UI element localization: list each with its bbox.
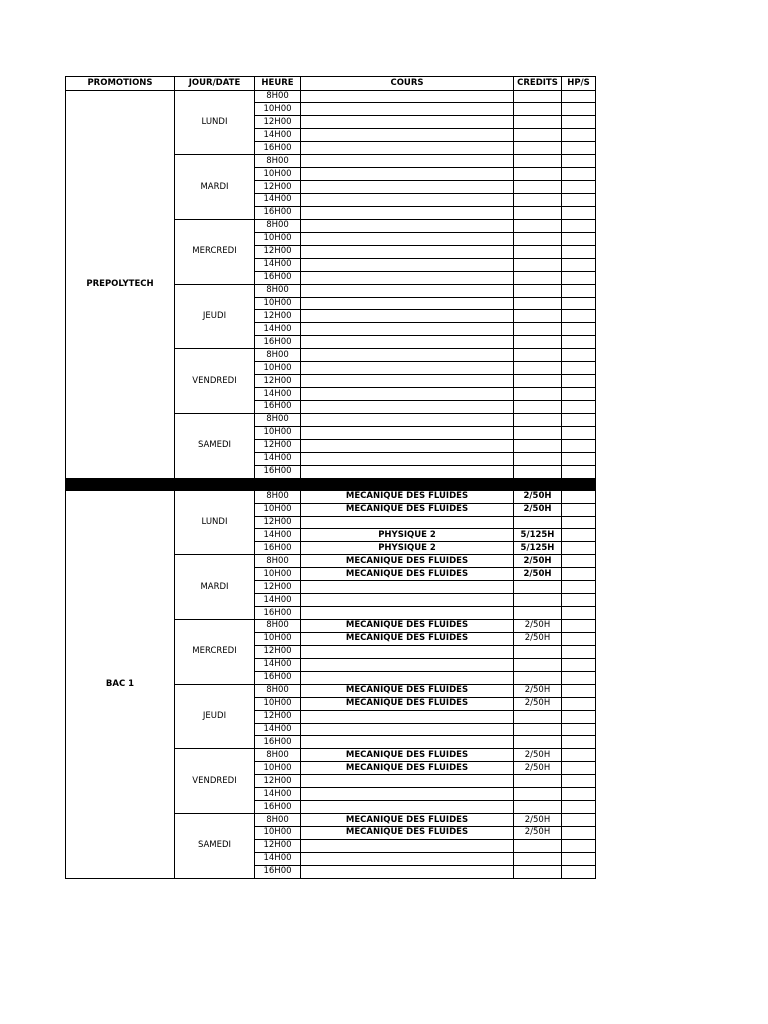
- hour-cell: 10H00: [255, 362, 301, 375]
- hour-cell: 10H00: [255, 232, 301, 245]
- credits-cell: 2/50H: [514, 762, 562, 775]
- hour-cell: 14H00: [255, 258, 301, 271]
- hour-cell: 14H00: [255, 852, 301, 865]
- hour-cell: 12H00: [255, 710, 301, 723]
- credits-cell: [514, 168, 562, 181]
- hour-cell: 8H00: [255, 684, 301, 697]
- hps-cell: [562, 684, 596, 697]
- schedule-table: [65, 76, 596, 879]
- promotion-separator: [66, 478, 596, 490]
- day-name: SAMEDI: [175, 413, 255, 478]
- hps-cell: [562, 323, 596, 336]
- credits-cell: [514, 284, 562, 297]
- hour-cell: 14H00: [255, 594, 301, 607]
- hps-cell: [562, 284, 596, 297]
- hps-cell: [562, 671, 596, 684]
- hour-cell: 16H00: [255, 336, 301, 349]
- credits-cell: [514, 349, 562, 362]
- hps-cell: [562, 788, 596, 801]
- hps-cell: [562, 181, 596, 194]
- promotion-name: BAC 1: [66, 490, 175, 878]
- hps-cell: [562, 271, 596, 284]
- table-row: [66, 490, 596, 503]
- course-cell: [301, 323, 514, 336]
- credits-cell: 2/50H: [514, 749, 562, 762]
- course-cell: [301, 336, 514, 349]
- course-cell: [301, 658, 514, 671]
- hps-cell: [562, 594, 596, 607]
- course-cell: MECANIQUE DES FLUIDES: [301, 632, 514, 645]
- hour-cell: 12H00: [255, 310, 301, 323]
- hour-cell: 12H00: [255, 645, 301, 658]
- credits-cell: [514, 658, 562, 671]
- hour-cell: 10H00: [255, 168, 301, 181]
- course-cell: PHYSIQUE 2: [301, 529, 514, 542]
- course-cell: [301, 258, 514, 271]
- credits-cell: [514, 801, 562, 814]
- hour-cell: 8H00: [255, 620, 301, 633]
- hour-cell: 8H00: [255, 284, 301, 297]
- hps-cell: [562, 245, 596, 258]
- hps-cell: [562, 439, 596, 452]
- hour-cell: 16H00: [255, 465, 301, 478]
- hour-cell: 16H00: [255, 865, 301, 878]
- course-cell: [301, 852, 514, 865]
- course-cell: [301, 194, 514, 207]
- course-cell: [301, 710, 514, 723]
- course-cell: [301, 401, 514, 414]
- course-cell: MECANIQUE DES FLUIDES: [301, 827, 514, 840]
- hps-cell: [562, 852, 596, 865]
- hps-cell: [562, 490, 596, 503]
- credits-cell: [514, 607, 562, 620]
- hour-cell: 14H00: [255, 388, 301, 401]
- hour-cell: 16H00: [255, 401, 301, 414]
- credits-cell: [514, 219, 562, 232]
- hour-cell: 12H00: [255, 839, 301, 852]
- hour-cell: 16H00: [255, 736, 301, 749]
- course-cell: [301, 671, 514, 684]
- hps-cell: [562, 723, 596, 736]
- table-row: [66, 90, 596, 103]
- hps-cell: [562, 129, 596, 142]
- schedule-body: [66, 90, 596, 878]
- hps-cell: [562, 465, 596, 478]
- course-cell: MECANIQUE DES FLUIDES: [301, 568, 514, 581]
- hour-cell: 14H00: [255, 529, 301, 542]
- hps-cell: [562, 645, 596, 658]
- hour-cell: 8H00: [255, 490, 301, 503]
- hour-cell: 14H00: [255, 452, 301, 465]
- credits-cell: [514, 323, 562, 336]
- hour-cell: 14H00: [255, 723, 301, 736]
- hps-cell: [562, 452, 596, 465]
- hour-cell: 16H00: [255, 801, 301, 814]
- credits-cell: [514, 116, 562, 129]
- course-cell: MECANIQUE DES FLUIDES: [301, 503, 514, 516]
- hour-cell: 10H00: [255, 827, 301, 840]
- hps-cell: [562, 426, 596, 439]
- hour-cell: 8H00: [255, 413, 301, 426]
- hps-cell: [562, 375, 596, 388]
- course-cell: MECANIQUE DES FLUIDES: [301, 762, 514, 775]
- hps-cell: [562, 749, 596, 762]
- course-cell: [301, 181, 514, 194]
- hour-cell: 14H00: [255, 129, 301, 142]
- credits-cell: 5/125H: [514, 542, 562, 555]
- credits-cell: [514, 388, 562, 401]
- hps-cell: [562, 568, 596, 581]
- credits-cell: 2/50H: [514, 490, 562, 503]
- hps-cell: [562, 232, 596, 245]
- hps-cell: [562, 697, 596, 710]
- credits-cell: 2/50H: [514, 503, 562, 516]
- credits-cell: [514, 206, 562, 219]
- course-cell: [301, 801, 514, 814]
- hps-cell: [562, 103, 596, 116]
- credits-cell: 2/50H: [514, 620, 562, 633]
- credits-cell: [514, 297, 562, 310]
- credits-cell: [514, 336, 562, 349]
- day-name: LUNDI: [175, 90, 255, 155]
- credits-cell: [514, 413, 562, 426]
- hps-cell: [562, 362, 596, 375]
- course-cell: [301, 581, 514, 594]
- hour-cell: 8H00: [255, 219, 301, 232]
- day-name: JEUDI: [175, 684, 255, 749]
- hour-cell: 12H00: [255, 581, 301, 594]
- header-hps: HP/S: [562, 77, 596, 91]
- credits-cell: [514, 581, 562, 594]
- course-cell: [301, 452, 514, 465]
- course-cell: [301, 206, 514, 219]
- schedule-sheet: [65, 76, 595, 879]
- course-cell: [301, 116, 514, 129]
- hour-cell: 10H00: [255, 103, 301, 116]
- hour-cell: 14H00: [255, 658, 301, 671]
- course-cell: [301, 775, 514, 788]
- credits-cell: [514, 671, 562, 684]
- credits-cell: [514, 852, 562, 865]
- hour-cell: 16H00: [255, 271, 301, 284]
- credits-cell: [514, 594, 562, 607]
- credits-cell: [514, 310, 562, 323]
- hps-cell: [562, 658, 596, 671]
- hps-cell: [562, 388, 596, 401]
- hps-cell: [562, 555, 596, 568]
- credits-cell: [514, 736, 562, 749]
- hps-cell: [562, 194, 596, 207]
- day-name: MERCREDI: [175, 620, 255, 685]
- hps-cell: [562, 503, 596, 516]
- hour-cell: 16H00: [255, 206, 301, 219]
- credits-cell: [514, 155, 562, 168]
- credits-cell: [514, 232, 562, 245]
- hour-cell: 8H00: [255, 555, 301, 568]
- credits-cell: [514, 90, 562, 103]
- hour-cell: 14H00: [255, 788, 301, 801]
- hour-cell: 10H00: [255, 426, 301, 439]
- credits-cell: [514, 181, 562, 194]
- hour-cell: 10H00: [255, 697, 301, 710]
- day-name: MARDI: [175, 555, 255, 620]
- day-name: VENDREDI: [175, 749, 255, 814]
- course-cell: [301, 129, 514, 142]
- hour-cell: 8H00: [255, 814, 301, 827]
- credits-cell: [514, 401, 562, 414]
- course-cell: [301, 271, 514, 284]
- hps-cell: [562, 632, 596, 645]
- hps-cell: [562, 827, 596, 840]
- course-cell: MECANIQUE DES FLUIDES: [301, 749, 514, 762]
- course-cell: MECANIQUE DES FLUIDES: [301, 814, 514, 827]
- hps-cell: [562, 310, 596, 323]
- day-name: SAMEDI: [175, 814, 255, 879]
- hour-cell: 12H00: [255, 775, 301, 788]
- credits-cell: [514, 865, 562, 878]
- hour-cell: 16H00: [255, 542, 301, 555]
- course-cell: [301, 788, 514, 801]
- hour-cell: 10H00: [255, 297, 301, 310]
- course-cell: [301, 413, 514, 426]
- credits-cell: [514, 362, 562, 375]
- course-cell: [301, 103, 514, 116]
- credits-cell: [514, 839, 562, 852]
- credits-cell: 2/50H: [514, 568, 562, 581]
- course-cell: MECANIQUE DES FLUIDES: [301, 490, 514, 503]
- hps-cell: [562, 529, 596, 542]
- hps-cell: [562, 736, 596, 749]
- course-cell: [301, 90, 514, 103]
- hps-cell: [562, 542, 596, 555]
- hps-cell: [562, 90, 596, 103]
- credits-cell: [514, 271, 562, 284]
- hour-cell: 12H00: [255, 439, 301, 452]
- hps-cell: [562, 142, 596, 155]
- day-name: MARDI: [175, 155, 255, 220]
- hour-cell: 10H00: [255, 503, 301, 516]
- hps-cell: [562, 349, 596, 362]
- credits-cell: [514, 645, 562, 658]
- credits-cell: [514, 142, 562, 155]
- course-cell: [301, 723, 514, 736]
- credits-cell: [514, 452, 562, 465]
- header-row: [66, 77, 596, 91]
- course-cell: [301, 736, 514, 749]
- course-cell: MECANIQUE DES FLUIDES: [301, 684, 514, 697]
- hour-cell: 10H00: [255, 632, 301, 645]
- hps-cell: [562, 413, 596, 426]
- hour-cell: 14H00: [255, 323, 301, 336]
- credits-cell: [514, 439, 562, 452]
- credits-cell: [514, 194, 562, 207]
- hps-cell: [562, 775, 596, 788]
- hour-cell: 8H00: [255, 349, 301, 362]
- hps-cell: [562, 336, 596, 349]
- credits-cell: 2/50H: [514, 555, 562, 568]
- hps-cell: [562, 206, 596, 219]
- hour-cell: 8H00: [255, 90, 301, 103]
- header-credits: CREDITS: [514, 77, 562, 91]
- credits-cell: 2/50H: [514, 814, 562, 827]
- course-cell: [301, 245, 514, 258]
- course-cell: [301, 168, 514, 181]
- credits-cell: 5/125H: [514, 529, 562, 542]
- credits-cell: [514, 516, 562, 529]
- course-cell: [301, 388, 514, 401]
- day-name: JEUDI: [175, 284, 255, 349]
- hour-cell: 12H00: [255, 116, 301, 129]
- header-cours: COURS: [301, 77, 514, 91]
- hps-cell: [562, 258, 596, 271]
- course-cell: MECANIQUE DES FLUIDES: [301, 697, 514, 710]
- course-cell: [301, 284, 514, 297]
- course-cell: PHYSIQUE 2: [301, 542, 514, 555]
- credits-cell: [514, 103, 562, 116]
- hps-cell: [562, 814, 596, 827]
- header-promotions: PROMOTIONS: [66, 77, 175, 91]
- course-cell: [301, 232, 514, 245]
- course-cell: [301, 645, 514, 658]
- hps-cell: [562, 607, 596, 620]
- hour-cell: 16H00: [255, 671, 301, 684]
- hour-cell: 8H00: [255, 155, 301, 168]
- hour-cell: 16H00: [255, 607, 301, 620]
- hps-cell: [562, 155, 596, 168]
- hps-cell: [562, 581, 596, 594]
- credits-cell: [514, 258, 562, 271]
- hps-cell: [562, 168, 596, 181]
- header-heure: HEURE: [255, 77, 301, 91]
- hps-cell: [562, 116, 596, 129]
- course-cell: [301, 155, 514, 168]
- credits-cell: [514, 723, 562, 736]
- hps-cell: [562, 801, 596, 814]
- course-cell: [301, 865, 514, 878]
- hour-cell: 10H00: [255, 568, 301, 581]
- credits-cell: [514, 129, 562, 142]
- course-cell: [301, 426, 514, 439]
- hps-cell: [562, 865, 596, 878]
- credits-cell: [514, 775, 562, 788]
- hps-cell: [562, 516, 596, 529]
- hps-cell: [562, 839, 596, 852]
- course-cell: [301, 362, 514, 375]
- credits-cell: 2/50H: [514, 827, 562, 840]
- hour-cell: 12H00: [255, 181, 301, 194]
- hps-cell: [562, 297, 596, 310]
- course-cell: [301, 142, 514, 155]
- hour-cell: 16H00: [255, 142, 301, 155]
- hps-cell: [562, 620, 596, 633]
- credits-cell: [514, 245, 562, 258]
- course-cell: MECANIQUE DES FLUIDES: [301, 620, 514, 633]
- credits-cell: [514, 465, 562, 478]
- course-cell: [301, 297, 514, 310]
- credits-cell: [514, 788, 562, 801]
- hour-cell: 12H00: [255, 375, 301, 388]
- course-cell: MECANIQUE DES FLUIDES: [301, 555, 514, 568]
- course-cell: [301, 607, 514, 620]
- day-name: MERCREDI: [175, 219, 255, 284]
- credits-cell: 2/50H: [514, 697, 562, 710]
- hour-cell: 14H00: [255, 194, 301, 207]
- day-name: LUNDI: [175, 490, 255, 555]
- course-cell: [301, 594, 514, 607]
- course-cell: [301, 465, 514, 478]
- course-cell: [301, 310, 514, 323]
- promotion-name: PREPOLYTECH: [66, 90, 175, 478]
- credits-cell: 2/50H: [514, 684, 562, 697]
- hour-cell: 8H00: [255, 749, 301, 762]
- course-cell: [301, 375, 514, 388]
- hps-cell: [562, 710, 596, 723]
- header-jour-date: JOUR/DATE: [175, 77, 255, 91]
- credits-cell: [514, 375, 562, 388]
- hps-cell: [562, 762, 596, 775]
- course-cell: [301, 349, 514, 362]
- course-cell: [301, 439, 514, 452]
- hour-cell: 12H00: [255, 516, 301, 529]
- credits-cell: 2/50H: [514, 632, 562, 645]
- credits-cell: [514, 710, 562, 723]
- hps-cell: [562, 219, 596, 232]
- day-name: VENDREDI: [175, 349, 255, 414]
- credits-cell: [514, 426, 562, 439]
- course-cell: [301, 219, 514, 232]
- hour-cell: 12H00: [255, 245, 301, 258]
- course-cell: [301, 839, 514, 852]
- hour-cell: 10H00: [255, 762, 301, 775]
- course-cell: [301, 516, 514, 529]
- separator-bar: [66, 478, 596, 490]
- hps-cell: [562, 401, 596, 414]
